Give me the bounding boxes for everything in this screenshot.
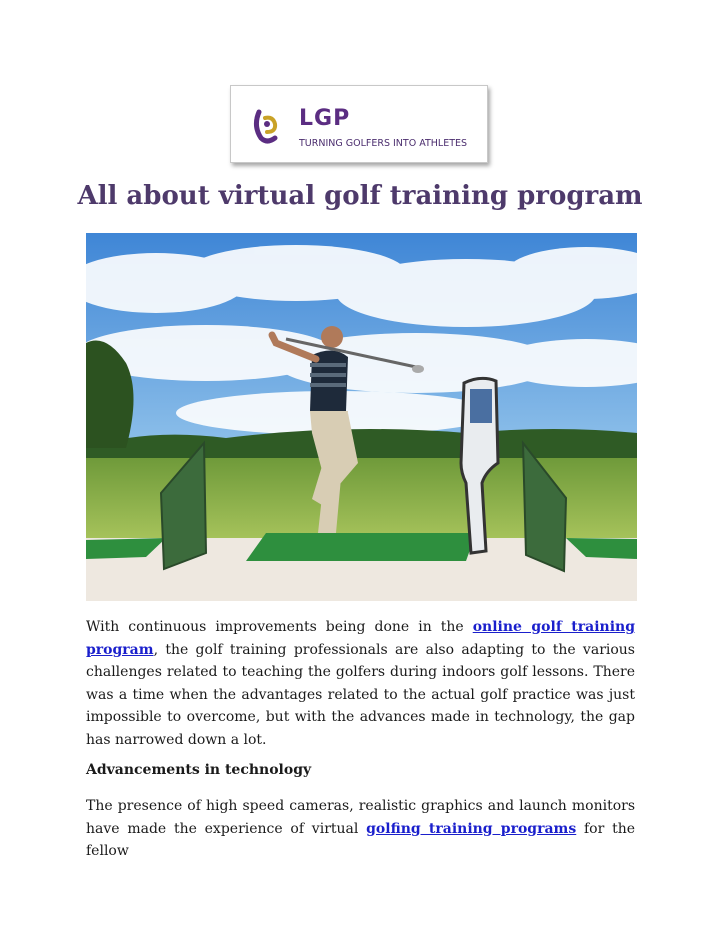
- page-title: All about virtual golf training program: [77, 181, 643, 211]
- technology-paragraph: [86, 795, 635, 863]
- golfing-training-programs-link[interactable]: golfing training programs: [366, 820, 577, 837]
- hero-image: [86, 233, 637, 601]
- lgp-logo-icon: [249, 108, 285, 144]
- technology-text-end: for the fellow: [86, 820, 635, 859]
- logo-wordmark: LGP: [299, 106, 351, 131]
- technology-text-start: The presence of high speed cameras, realistic graphics and launch monitors have made the experience of virtual: [86, 798, 635, 837]
- intro-paragraph: [86, 616, 635, 751]
- logo-tagline: TURNING GOLFERS INTO ATHLETES: [299, 138, 468, 149]
- section-heading: Advancements in technology: [86, 762, 312, 778]
- intro-text-end: , the golf training professionals are also adapting to the various challenges related to teaching the golfers during indoors golf lessons. There was a time when the advantages related to the actual golf practice was just impossible to overcome, but with the advances made in technology, the gap has narrowed down a lot.: [86, 641, 635, 748]
- online-golf-training-link[interactable]: online golf training program: [86, 619, 635, 658]
- intro-text-start: With continuous improvements being done in the: [86, 619, 473, 635]
- logo-banner: [230, 85, 488, 163]
